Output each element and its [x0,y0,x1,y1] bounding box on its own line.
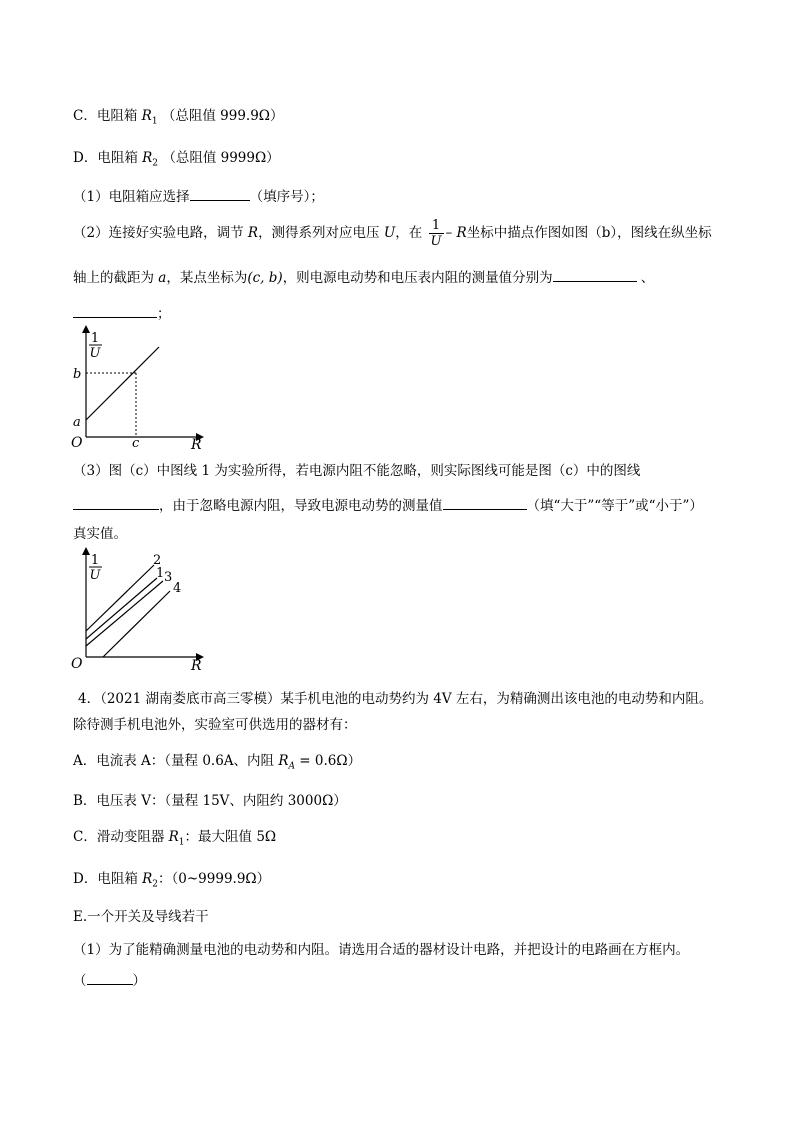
question-2-line-2: 轴上的截距为 a，某点坐标为(c, b)，则电源电动势和电压表内阻的测量值分别为 、 [73,270,655,286]
y-label-numerator: 1 [90,331,100,346]
y-label-denominator: U [89,346,101,361]
question-2-line-3: ； [73,304,171,323]
label-b: b [73,367,82,382]
label-c: c [132,436,140,450]
option-b: B．电压表 V：（量程 15V、内阻约 3000Ω） [73,793,347,809]
question-3-line-1: （3）图（c）中图线 1 为实验所得，若电源内阻不能忽略，则实际图线可能是图（c）中的图线 [73,463,641,479]
y-label-numerator: 1 [90,553,100,568]
y-label-denominator: U [89,568,101,583]
answer-blank[interactable] [190,187,250,201]
question-3-line-2: ，由于忽略电源内阻，导致电源电动势的测量值 （填“大于”“等于”或“小于”） [73,496,703,515]
answer-blank[interactable] [73,496,159,510]
figure-b [66,325,216,450]
question-4-sub-1: （1）为了能精确测量电池的电动势和内阻。请选用合适的器材设计电路，并把设计的电路画在方框内。 [73,942,690,958]
line-label-1: 1 [156,566,165,581]
fraction: $\frac{1}{U}$ [430,218,442,249]
option-d-q4: D．电阻箱 $R_2$：（0~9999.9Ω） [73,871,271,890]
option-d: D．电阻箱 $R_2$ （总阻值 9999Ω） [73,150,280,169]
origin-label: O [71,656,83,672]
line-label-3: 3 [164,570,173,585]
graph-line-4 [103,591,170,657]
y-axis-arrow [82,325,90,333]
x-label: R [191,437,202,450]
option-a: A．电流表 A：（量程 0.6A、内阻 $R_A = 0.6\Omega$） [73,753,362,772]
answer-blank[interactable] [443,496,527,510]
option-c: C．电阻箱 $R_1$ （总阻值 999.9Ω） [73,108,284,127]
question-2-line-1: （2）连接好实验电路，调节 R，测得系列对应电压 U，在 $\frac{1}{U}$ – R坐标中描点作图如图（b），图线在纵坐标 [73,218,712,249]
x-label: R [191,658,202,672]
label-a: a [73,415,81,430]
y-axis-arrow [82,547,90,555]
question-4-answer: （ ） [73,973,146,989]
line-label-4: 4 [173,581,182,596]
answer-blank[interactable] [73,304,157,318]
question-4-title: 4．（2021 湖南娄底市高三零模）某手机电池的电动势约为 4V 左右，为精确测出该电池的电动势和内阻。 [78,691,713,707]
question-3-line-3: 真实值。 [73,526,127,542]
answer-blank[interactable] [553,268,637,282]
option-e: E.一个开关及导线若干 [73,909,209,925]
question-4-line-2: 除待测手机电池外，实验室可供选用的器材有： [73,717,357,733]
answer-blank[interactable] [87,971,133,985]
line-label-2: 2 [153,553,162,568]
question-1: （1）电阻箱应选择 （填序号）； [73,189,324,205]
option-c-q4: C．滑动变阻器 $R_1$：最大阻值 5Ω [73,829,277,848]
graph-line-1 [86,578,157,639]
figure-c [66,547,216,672]
origin-label: O [71,435,83,450]
